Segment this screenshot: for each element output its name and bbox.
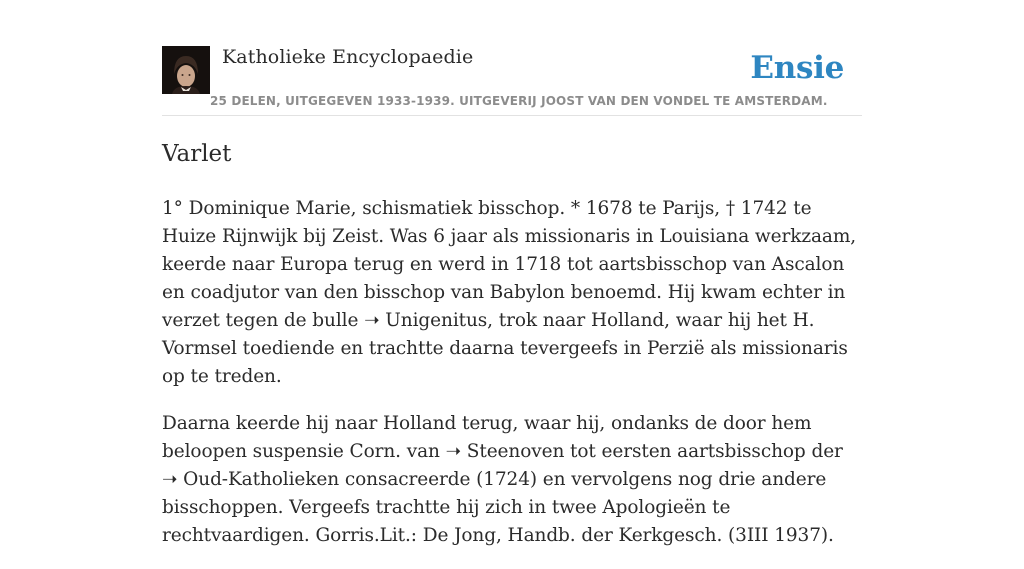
article-paragraph-1: 1° Dominique Marie, schismatiek bisschop. * 1678 te Parijs, † 1742 te Huize Rijnwijk bij Zeist. Was 6 jaar als missionaris in Louisiana werkzaam, keerde naar Europa terug en werd in 1718 tot aartsbisschop van Ascalon en coadjutor van den bisschop van Babylon benoemd. Hij kwam echter in verzet tegen de bulle ➝ Unigenitus, trok naar Holland, waar hij het H. Vormsel toediende en trachtte daarna tevergeefs in Perzië als missionaris op te treden. [162, 198, 857, 387]
avatar[interactable] [162, 46, 210, 94]
portrait-icon [162, 46, 210, 94]
article-title: Varlet [162, 141, 232, 167]
header [162, 46, 862, 116]
article-paragraph-2: Daarna keerde hij naar Holland terug, waar hij, ondanks de door hem beloopen suspensie Corn. van ➝ Steenoven tot eersten aartsbisschop der ➝ Oud-Katholieken consacreerde (1724) en vervolgens nog drie andere bisschoppen. Vergeefs trachtte hij zich in twee Apologieën te rechtvaardigen. Gorris.Lit.: De Jong, Handb. der Kerkgesch. (3III 1937). [162, 413, 843, 546]
article [162, 138, 862, 569]
ensie-logo[interactable]: Ensie [750, 50, 844, 86]
publication-title[interactable]: Katholieke Encyclopaedie [222, 46, 474, 68]
publication-subtitle: 25 DELEN, UITGEGEVEN 1933-1939. UITGEVERIJ JOOST VAN DEN VONDEL TE AMSTERDAM. [210, 94, 828, 108]
